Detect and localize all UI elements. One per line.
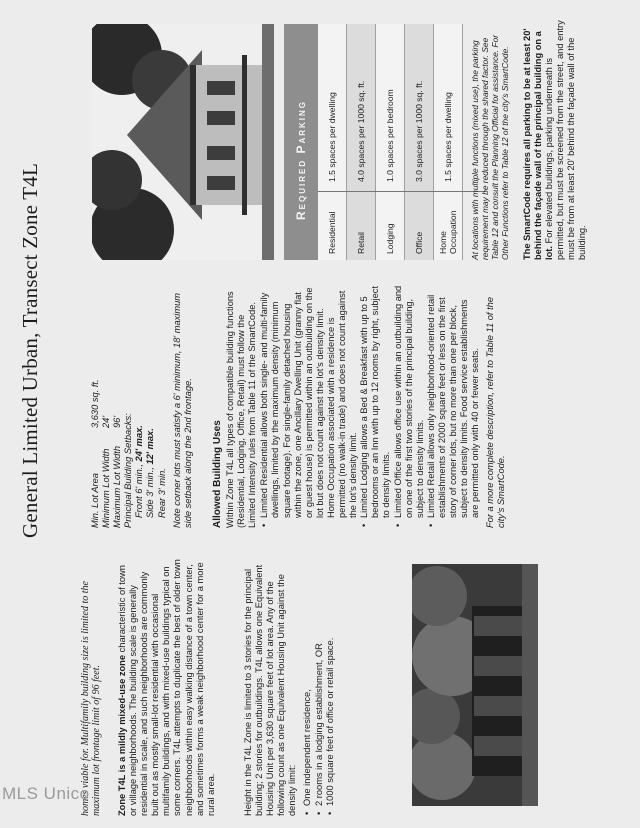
density-bullet: • 1000 square feet of office or retail space. xyxy=(325,558,336,806)
setback-rear: Rear 3' min. xyxy=(156,468,167,518)
parking-setback-bold: The SmartCode requires all parking to be at least 20' behind the façade wall of the principal building on a lot. xyxy=(522,28,555,260)
parking-row xyxy=(376,24,405,260)
lot-stat-label: Maximum Lot Width xyxy=(112,445,123,528)
parking-requirement: 1.0 spaces per bedroom xyxy=(385,89,395,182)
parking-row xyxy=(318,24,347,260)
allowed-uses-heading: Allowed Building Uses xyxy=(212,420,223,528)
parking-use: Home Occupation xyxy=(438,210,458,254)
mixed-use-note: At locations with multiple functions (mixed use), the parking requirement may be reduced through the shared factor. See Table 12 and consult the Planning Official for assistance. For Other Functions refer to Table 12 of the city's SmartCode. xyxy=(470,34,510,260)
parking-requirement: 1.5 spaces per dwelling xyxy=(327,92,337,182)
use-retail: • Limited Retail allows only neighborhood-oriented retail establishments of 2000 square feet or less on the first story of corner lots, but no more than one per block, subject to density limits. Food service establishments are permitted only with 40 or fewer seats. xyxy=(426,284,481,518)
parking-use: Retail xyxy=(356,232,366,254)
parking-table-body xyxy=(318,24,463,260)
lot-stat-value: 3,630 sq. ft. xyxy=(90,379,100,428)
lot-stat-value: 96' xyxy=(112,415,123,428)
parking-setback-detail: For elevated buildings, parking underneath is permitted, but must be screened from the street, and entry must be from at least 20' behind the façade wall of the building. xyxy=(544,20,588,260)
parking-table-divider xyxy=(318,191,486,192)
zone-description-text: characteristic of town or village neighborhoods. The building scale is generally residential in scale, and such neighborhoods are commonly built out as mostly small-lot residential with occasional multifamily buildings, and with mixed-use buildings typical on some corners. T4L attempts to duplicate the best of older town neighborhoods within easy walking distance of a town center, and sometimes forms a weak neighborhood center for a more rural area. xyxy=(117,559,216,816)
height-text: Height in the T4L Zone is limited to 3 stories for the principal building; 2 stories for outbuildings. T4L allows one Equivalent Housing Unit per 3,630 square feet of lot area. Any of the following count as one Equivalent Housing Unit against the density limit: xyxy=(243,564,298,816)
parking-requirement: 1.5 spaces per dwelling xyxy=(443,92,453,182)
parking-requirement: 4.0 spaces per 1000 sq. ft. xyxy=(356,80,366,182)
intro-text: homes viable for. Multifamily building size is limited to the maximum lot frontage limit of 96 feet. xyxy=(80,581,103,816)
corner-lot-note: Note corner lots must satisfy a 6' minimum, 18' maximum side setback along the 2nd frontage. xyxy=(172,292,194,528)
parking-table xyxy=(284,24,463,260)
density-bullet: • 2 rooms in a lodging establishment, OR xyxy=(314,558,325,806)
allowed-uses-list xyxy=(259,284,481,528)
setback-side: Side 3' min., 12' max. xyxy=(145,428,156,518)
parking-row xyxy=(405,24,434,260)
lot-stats xyxy=(90,288,168,528)
density-bullets xyxy=(302,558,335,816)
allowed-uses-section xyxy=(212,284,507,528)
use-lodging: • Limited Lodging allows a Bed & Breakfast with up to 5 bedrooms or an Inn with up to 12 rooms by right, subject to density limits. xyxy=(359,284,392,518)
parking-table-title: Required Parking xyxy=(284,24,318,260)
lot-stat-value: 24' xyxy=(101,415,112,428)
mls-watermark: MLS Unico xyxy=(2,784,90,803)
use-office: • Limited Office allows office use within an outbuilding and on one of the first two stories of the principal building, subject to density limits. xyxy=(393,284,426,518)
allowed-uses-intro: Within Zone T4L all types of compatible building functions (Residential, Lodging, Office, Retail) must follow the Limited Intensity rules from Table 11 of the SmartCode. xyxy=(225,291,258,528)
parking-setback-text xyxy=(522,20,589,260)
setback-front: Front 6' min., 24' max. xyxy=(134,425,145,518)
parking-use: Residential xyxy=(327,211,337,254)
parking-use: Lodging xyxy=(385,223,395,254)
zone-description-bold: Zone T4L is a mildly mixed-use zone xyxy=(117,654,127,816)
lot-stat-label: Min. Lot Area xyxy=(90,473,100,528)
zone-description xyxy=(117,558,217,816)
parking-row xyxy=(347,24,376,260)
parking-use: Office xyxy=(414,231,424,254)
lot-stat-label: Minimum Lot Width xyxy=(101,448,112,528)
use-residential: • Limited Residential allows both single- and multi-family dwellings, limited by the maximum density (minimum square footage). For single-family detached housing within the zone, one Ancillary Dwelling Unit (granny flat or guest house) is permitted within an outbuilding on the lot but does not count against the lot's density limit. Home Occupation associated with a residence is permitted (no walk-in trade) and does not count against the lot's density limit. xyxy=(259,284,359,518)
density-bullet: • One independent residence, xyxy=(302,558,313,806)
house-photo-townhouse xyxy=(92,24,274,260)
parking-row xyxy=(434,24,463,260)
page-title: General Limited Urban, Transect Zone T4L xyxy=(18,162,42,538)
house-photo-porch xyxy=(412,564,538,806)
footnote: For a more complete description, refer to Table 11 of the city's SmartCode. xyxy=(485,297,507,528)
height-description xyxy=(243,558,336,816)
parking-requirement: 3.0 spaces per 1000 sq. ft. xyxy=(414,80,424,182)
setbacks-label: Principal Building Setbacks: xyxy=(123,413,134,528)
